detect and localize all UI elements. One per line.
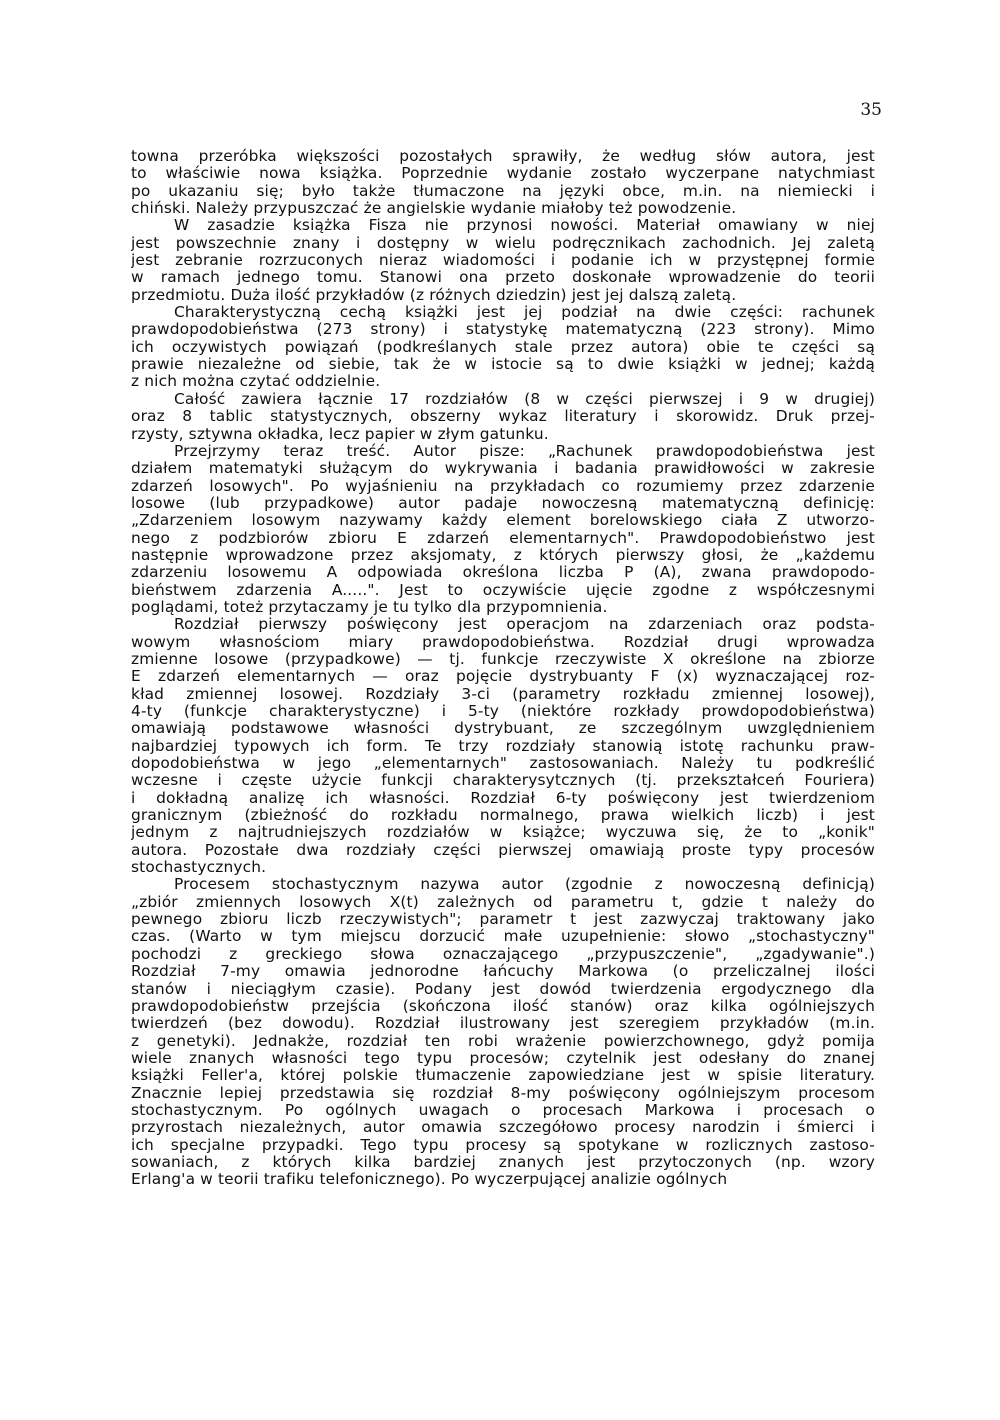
text-line: wczesne i częste użycie funkcji charakterysytcznych (tj. przekształceń Fouriera) — [131, 772, 875, 790]
text-line: ich oczywistych powiązań (podkreślanych stale przez autora) obie te części są — [131, 338, 875, 356]
text-line: Rozdział pierwszy poświęcony jest operacjom na zdarzeniach oraz podsta- — [174, 616, 875, 634]
text-line: zdarzeń losowych". Po wyjaśnieniu na przykładach co rozumiemy przez zdarzenie — [131, 477, 875, 495]
text-line: Erlang'a w teorii trafiku telefonicznego). Po wyczerpującej analizie ogólnych — [131, 1171, 728, 1189]
text-line: ich specjalne przypadki. Tego typu procesy są spotykane w rozlicznych zastoso- — [131, 1136, 875, 1154]
text-line: czas. (Warto w tym miejscu dorzucić małe uzupełnienie: słowo „stochastyczny" — [131, 928, 875, 946]
text-line: oraz 8 tablic statystycznych, obszerny wykaz literatury i skorowidz. Druk przej- — [131, 408, 875, 426]
text-line: W zasadzie książka Fisza nie przynosi nowości. Materiał omawiany w niej — [174, 217, 875, 235]
text-line: książki Feller'a, której polskie tłumaczenie zapowiedziane jest w spisie literatury. — [131, 1067, 875, 1085]
text-line: Całość zawiera łącznie 17 rozdziałów (8 w części pierwszej i 9 w drugiej) — [174, 390, 875, 408]
text-line: sowaniach, z których kilka bardziej znanych jest przytoczonych (np. wzory — [131, 1153, 875, 1171]
text-line: przedmiotu. Duża ilość przykładów (z różnych dziedzin) jest jej dalszą zaletą. — [131, 286, 737, 304]
paragraph — [131, 443, 875, 616]
text-line: granicznym (zbieżność do rozkładu normalnego, prawa wielkich liczb) i jest — [131, 807, 875, 825]
text-line: Rozdział 7-my omawia jednorodne łańcuchy Markowa (o przeliczalnej ilości — [131, 963, 875, 981]
text-line: Charakterystyczną cechą książki jest jej podział na dwie części: rachunek — [174, 304, 875, 322]
text-line: prawdopodobieństw przejścia (skończona ilość stanów) oraz kilka ogólniejszych — [131, 997, 875, 1015]
text-line: następnie wprowadzone przez aksjomaty, z których pierwszy głosi, że „każdemu — [131, 546, 875, 564]
text-line: prawdopodobieństwa (273 strony) i statystykę matematyczną (223 strony). Mimo — [131, 321, 875, 339]
text-line: rzysty, sztywna okładka, lecz papier w złym gatunku. — [131, 425, 549, 443]
text-line: najbardziej typowych ich form. Te trzy rozdziały stanowią istotę rachunku praw- — [131, 737, 875, 755]
text-line: i dokładną analizę ich własności. Rozdział 6-ty poświęcony jest twierdzeniom — [131, 789, 875, 807]
paragraph — [131, 616, 875, 876]
text-line: 4-ty (funkcje charakterystyczne) i 5-ty (niektóre rozkłady prowdopodobieństwa) — [131, 703, 875, 720]
body-text — [131, 148, 875, 1189]
text-line: stochastycznym. Po ogólnych uwagach o procesach Markowa i procesach o — [131, 1101, 875, 1119]
text-line: towna przeróbka większości pozostałych sprawiły, że według słów autora, jest — [131, 148, 875, 165]
text-line: bieństwem zdarzenia A.....". Jest to oczywiście ujęcie zgodne z współczesnymi — [131, 581, 875, 599]
text-line: przyrostach niezależnych, autor omawia szczegółowo procesy narodzin i śmierci i — [131, 1119, 875, 1137]
text-line: Przejrzymy teraz treść. Autor pisze: „Rachunek prawdopodobieństwa jest — [174, 442, 875, 460]
text-line: jest powszechnie znany i dostępny w wielu podręcznikach zachodnich. Jej zaletą — [131, 234, 875, 252]
text-line: z genetyki). Jednakże, rozdział ten robi wrażenie powierzchownego, gdyż pomija — [131, 1032, 875, 1050]
text-line: jednym z najtrudniejszych rozdziałów w książce; wyczuwa się, że to „konik" — [131, 824, 875, 842]
text-line: dopodobieństwa w jego „elementarnych" zastosowaniach. Należy tu podkreślić — [131, 755, 875, 773]
text-line: z nich można czytać oddzielnie. — [131, 373, 381, 391]
text-line: to właściwie nowa książka. Poprzednie wydanie zostało wyczerpane natychmiast — [131, 165, 875, 183]
text-line: poglądami, toteż przytaczamy je tu tylko dla przypomnienia. — [131, 598, 608, 616]
text-line: prawie niezależne od siebie, tak że w istocie są to dwie książki w jednej; każdą — [131, 356, 875, 374]
text-line: „Zdarzeniem losowym nazywamy każdy element borelowskiego ciała Z utworzo- — [131, 512, 875, 530]
text-line: autora. Pozostałe dwa rozdziały części pierwszej omawiają proste typy procesów — [131, 841, 875, 859]
text-line: w ramach jednego tomu. Stanowi ona przeto doskonałe wprowadzenie do teorii — [131, 269, 875, 287]
text-line: wiele znanych własności tego typu procesów; czytelnik jest odesłany do znanej — [131, 1049, 875, 1067]
text-line: stanów i nieciągłym czasie). Podany jest dowód twierdzenia ergodycznego dla — [131, 980, 875, 998]
text-line: wowym własnościom miary prawdopodobieństwa. Rozdział drugi wprowadza — [131, 633, 875, 651]
paragraph — [131, 148, 875, 217]
text-line: kład zmiennej losowej. Rozdziały 3-ci (parametry rozkładu zmiennej losowej), — [131, 685, 875, 703]
paragraph — [131, 304, 875, 391]
text-line: losowe (lub przypadkowe) autor padaje nowoczesną matematyczną definicję: — [131, 494, 875, 512]
paragraph — [131, 217, 875, 304]
text-line: Procesem stochastycznym nazywa autor (zgodnie z nowoczesną definicją) — [174, 876, 875, 894]
text-line: E zdarzeń elementarnych — oraz pojęcie dystrybuanty F (x) wyznaczającej roz- — [131, 668, 875, 686]
text-line: po ukazaniu się; było także tłumaczone na języki obce, m.in. na niemiecki i — [131, 182, 875, 200]
text-line: omawiają podstawowe własności dystrybuant, ze szczególnym uwzględnieniem — [131, 720, 875, 738]
text-line: działem matematyki służącym do wykrywania i badania prawidłowości w zakresie — [131, 460, 875, 478]
text-line: zmienne losowe (przypadkowe) — tj. funkcje rzeczywiste X określone na zbiorze — [131, 650, 875, 668]
page-number: 35 — [860, 100, 882, 120]
text-line: pewnego zbioru liczb rzeczywistych"; parametr t jest zazwyczaj traktowany jako — [131, 911, 875, 929]
paragraph — [131, 876, 875, 1188]
text-line: nego z podzbiorów zbioru E zdarzeń elementarnych". Prawdopodobieństwo jest — [131, 529, 875, 547]
text-line: zdarzeniu losowemu A odpowiada określona liczba P (A), zwana prawdopodo- — [131, 564, 875, 582]
text-line: pochodzi z greckiego słowa oznaczającego „przypuszczenie", „zgadywanie".) — [131, 945, 875, 963]
text-line: Znacznie lepiej przedstawia się rozdział 8-my poświęcony ogólniejszym procesom — [131, 1084, 875, 1102]
text-line: stochastycznych. — [131, 859, 267, 877]
text-line: chiński. Należy przypuszczać że angielskie wydanie miałoby też powodzenie. — [131, 200, 737, 218]
text-line: „zbiór zmiennych losowych X(t) zależnych od parametru t, gdzie t należy do — [131, 893, 875, 911]
text-line: jest zebranie rozrzuconych nieraz wiadomości i podanie ich w przystępnej formie — [131, 252, 875, 270]
paragraph — [131, 391, 875, 443]
text-line: twierdzeń (bez dowodu). Rozdział ilustrowany jest szeregiem przykładów (m.in. — [131, 1015, 875, 1033]
